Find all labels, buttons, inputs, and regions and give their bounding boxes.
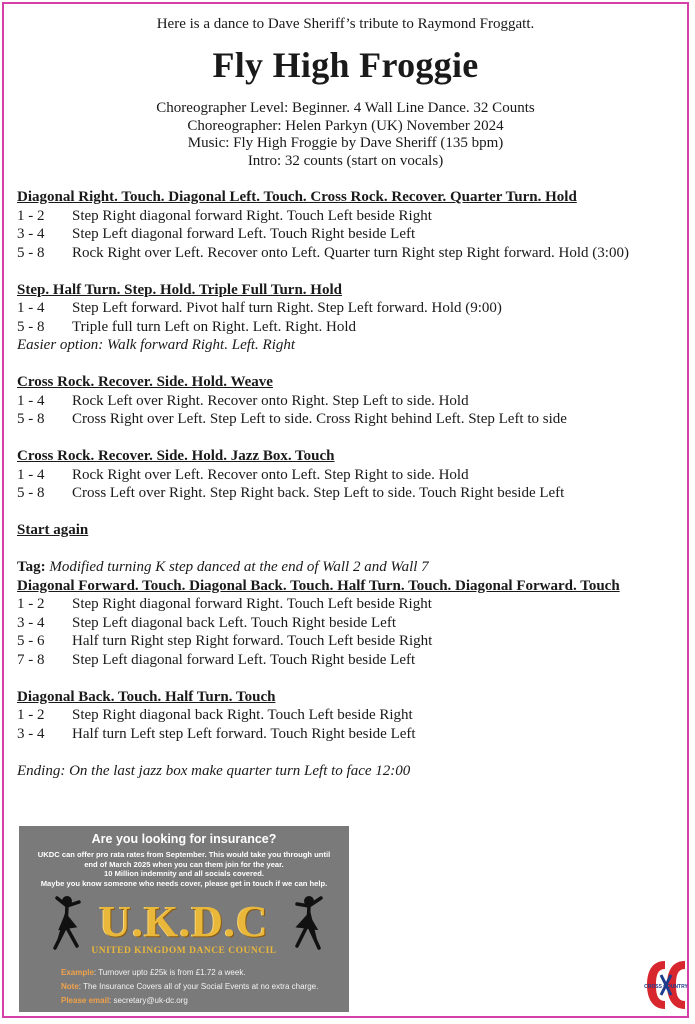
ending-note: Ending: On the last jazz box make quarter turn Left to face 12:00: [17, 762, 411, 779]
page-border: [2, 2, 689, 1018]
advert-note: [61, 982, 318, 991]
dancer-silhouette-icon: [287, 894, 327, 952]
step-count: 1 - 2: [17, 207, 45, 224]
ukdc-logo: U.K.D.C: [99, 897, 269, 946]
tag-label: Tag:: [17, 559, 46, 575]
step-text: Cross Left over Right. Step Right back. Step Left to side. Touch Right beside Left: [72, 485, 565, 501]
step-text: Triple full turn Left on Right. Left. Right. Hold: [72, 318, 357, 335]
example-label: Example: [61, 968, 94, 977]
note-text: : The Insurance Covers all of your Social Events at no extra charge.: [78, 982, 319, 991]
advert-line: Maybe you know someone who needs cover, please get in touch if we can help.: [40, 878, 328, 888]
email-label: Please email: [61, 996, 110, 1005]
meta-choreographer: Choreographer: Helen Parkyn (UK) November 2024: [187, 117, 504, 134]
step-row: [17, 299, 679, 318]
meta-music: Music: Fly High Froggie by Dave Sheriff (135 bpm): [187, 135, 504, 151]
dance-meta: [4, 100, 687, 170]
step-text: Step Left forward. Pivot half turn Right. Step Left forward. Hold (9:00): [72, 300, 502, 316]
step-text: Step Left diagonal forward Left. Touch Right beside Left: [72, 651, 416, 668]
advert-email: [61, 996, 188, 1005]
insurance-advert: [19, 826, 349, 1012]
cross-country-logo: [641, 955, 691, 1013]
spacer: [17, 429, 679, 448]
step-text: Step Right diagonal forward Right. Touch Left beside Right: [72, 596, 432, 612]
step-count: 1 - 4: [17, 466, 45, 483]
step-text: Rock Right over Left. Recover onto Left. Step Right to side. Hold: [72, 466, 469, 483]
step-text: Step Left diagonal back Left. Touch Right beside Left: [72, 614, 396, 631]
ukdc-subtitle: UNITED KINGDOM DANCE COUNCIL: [91, 946, 277, 956]
step-count: 3 - 4: [17, 614, 45, 631]
step-text: Step Right diagonal back Right. Touch Left beside Right: [72, 707, 413, 723]
step-text: Step Left diagonal forward Left. Touch Right beside Left: [72, 226, 416, 242]
step-row: [17, 392, 679, 411]
section-heading: Cross Rock. Recover. Side. Hold. Weave: [17, 374, 273, 390]
advert-example: [61, 968, 246, 977]
step-row: [17, 614, 679, 633]
advert-line: UKDC can offer pro rata rates from September. This would take you through until: [37, 850, 331, 859]
step-row: [17, 244, 679, 263]
step-row: [17, 410, 679, 429]
step-count: 3 - 4: [17, 226, 45, 242]
step-row: [17, 632, 679, 651]
step-text: Cross Right over Left. Step Left to side. Cross Right behind Left. Step Left to side: [72, 411, 567, 427]
step-row: [17, 466, 679, 485]
note-label: Note: [61, 982, 79, 991]
spacer: [17, 355, 679, 374]
step-count: 5 - 8: [17, 485, 45, 501]
step-count: 5 - 8: [17, 244, 45, 261]
advert-title: Are you looking for insurance?: [91, 832, 277, 846]
step-count: 1 - 4: [17, 392, 45, 409]
step-row: [17, 706, 679, 725]
meta-level: Choreographer Level: Beginner. 4 Wall Line Dance. 32 Counts: [156, 100, 535, 116]
dance-title: Fly High Froggie: [212, 45, 479, 85]
step-text: Rock Right over Left. Recover onto Left. Quarter turn Right step Right forward. Hold (3:00): [72, 244, 629, 261]
step-text: Half turn Left step Left forward. Touch Right beside Left: [72, 725, 416, 742]
step-row: [17, 207, 679, 226]
section-heading: Diagonal Right. Touch. Diagonal Left. Touch. Cross Rock. Recover. Quarter Turn. Hold: [17, 189, 577, 205]
step-row: [17, 318, 679, 337]
step-count: 1 - 2: [17, 707, 45, 723]
step-row: [17, 651, 679, 670]
section-heading: Diagonal Forward. Touch. Diagonal Back. Touch. Half Turn. Touch. Diagonal Forward. Touch: [17, 577, 620, 594]
spacer: [17, 540, 679, 559]
spacer: [17, 743, 679, 762]
start-again-heading: Start again: [17, 522, 89, 538]
section-heading: Step. Half Turn. Step. Hold. Triple Full Turn. Hold: [17, 281, 342, 298]
step-row: [17, 225, 679, 244]
tag-line: [17, 558, 679, 577]
section-heading: Cross Rock. Recover. Side. Hold. Jazz Box. Touch: [17, 448, 335, 464]
advert-line: 10 Million indemnity and all socials covered.: [104, 869, 264, 878]
step-row: [17, 484, 679, 503]
step-count: 5 - 6: [17, 633, 45, 649]
example-text: : Turnover upto £25k is from £1.72 a week.: [93, 968, 246, 977]
intro-text: Here is a dance to Dave Sheriff’s tribute to Raymond Froggatt.: [156, 16, 535, 32]
step-sheet: [17, 188, 679, 780]
spacer: [17, 503, 679, 522]
spacer: [17, 262, 679, 281]
step-count: 3 - 4: [17, 725, 45, 742]
step-text: Half turn Right step Right forward. Touch Left beside Right: [72, 633, 433, 649]
step-count: 7 - 8: [17, 651, 45, 668]
step-row: [17, 725, 679, 744]
step-count: 1 - 2: [17, 596, 45, 612]
step-text: Rock Left over Right. Recover onto Right. Step Left to side. Hold: [72, 392, 469, 409]
meta-intro: Intro: 32 counts (start on vocals): [247, 152, 444, 169]
advert-line: end of March 2025 when you can them join for the year.: [84, 859, 284, 869]
step-count: 5 - 8: [17, 318, 45, 335]
section-heading: Diagonal Back. Touch. Half Turn. Touch: [17, 688, 276, 705]
step-row: [17, 595, 679, 614]
step-count: 5 - 8: [17, 411, 45, 427]
tag-text: Modified turning K step danced at the end of Wall 2 and Wall 7: [49, 559, 429, 575]
advert-body: [25, 850, 343, 888]
easier-option-note: Easier option: Walk forward Right. Left. Right: [17, 337, 296, 353]
step-count: 1 - 4: [17, 300, 45, 316]
spacer: [17, 669, 679, 688]
step-text: Step Right diagonal forward Right. Touch Left beside Right: [72, 207, 432, 224]
email-text: : secretary@uk-dc.org: [109, 996, 188, 1005]
cross-country-text: CROSS COUNTRY: [644, 984, 688, 990]
